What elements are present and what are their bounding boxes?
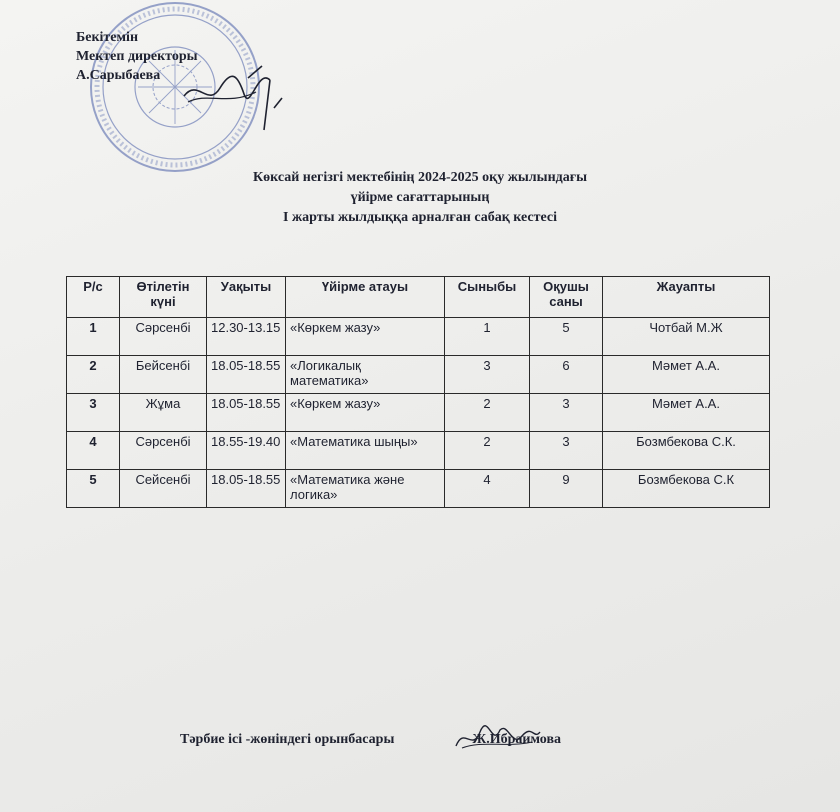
cell-responsible: Бозмбекова С.К.	[603, 432, 770, 470]
cell-grade: 4	[445, 470, 530, 508]
deputy-signature	[452, 718, 542, 758]
title-line-2: үйірме сағаттарының	[350, 190, 490, 205]
title-line-3: І жарты жылдыққа арналған сабақ кестесі	[283, 210, 557, 225]
cell-count: 5	[530, 318, 603, 356]
header-grade: Сыныбы	[445, 277, 530, 318]
approval-line-3: А.Сарыбаева	[76, 68, 161, 83]
cell-responsible: Мәмет А.А.	[603, 394, 770, 432]
header-num: Р/с	[67, 277, 120, 318]
cell-grade: 3	[445, 356, 530, 394]
cell-count: 6	[530, 356, 603, 394]
title-line-1: Көксай негізгі мектебінің 2024-2025 оқу жылындағы	[252, 170, 588, 185]
approval-line-1: Бекітемін	[76, 30, 139, 45]
table-row	[67, 318, 770, 356]
header-responsible: Жауапты	[603, 277, 770, 318]
cell-num: 5	[67, 470, 120, 508]
cell-day: Сәрсенбі	[120, 432, 207, 470]
deputy-role: Тәрбие ісі -жөніндегі орынбасары	[180, 732, 395, 747]
header-day: Өтілетін күні	[120, 277, 207, 318]
header-name: Үйірме атауы	[286, 277, 445, 318]
cell-num: 4	[67, 432, 120, 470]
table-header-row	[67, 277, 770, 318]
table-row	[67, 470, 770, 508]
schedule-table	[66, 276, 770, 508]
table-row	[67, 432, 770, 470]
cell-grade: 2	[445, 432, 530, 470]
cell-responsible: Бозмбекова С.К	[603, 470, 770, 508]
cell-time: 18.05-18.55	[207, 470, 286, 508]
cell-grade: 2	[445, 394, 530, 432]
deputy-name: Ж.Ибраимова	[472, 732, 562, 747]
cell-name: «Логикалық математика»	[286, 356, 445, 394]
cell-time: 18.05-18.55	[207, 394, 286, 432]
cell-time: 18.55-19.40	[207, 432, 286, 470]
cell-day: Сәрсенбі	[120, 318, 207, 356]
cell-time: 18.05-18.55	[207, 356, 286, 394]
cell-time: 12.30-13.15	[207, 318, 286, 356]
cell-count: 9	[530, 470, 603, 508]
document-title	[0, 168, 840, 228]
cell-name: «Көркем жазу»	[286, 394, 445, 432]
cell-day: Сейсенбі	[120, 470, 207, 508]
header-count: Оқушы саны	[530, 277, 603, 318]
cell-count: 3	[530, 432, 603, 470]
cell-name: «Көркем жазу»	[286, 318, 445, 356]
cell-name: «Математика және логика»	[286, 470, 445, 508]
header-time: Уақыты	[207, 277, 286, 318]
cell-num: 3	[67, 394, 120, 432]
approval-line-2: Мектеп директоры	[76, 49, 198, 64]
cell-grade: 1	[445, 318, 530, 356]
cell-count: 3	[530, 394, 603, 432]
director-signature	[178, 58, 288, 138]
cell-num: 1	[67, 318, 120, 356]
cell-name: «Математика шыңы»	[286, 432, 445, 470]
cell-num: 2	[67, 356, 120, 394]
cell-responsible: Чотбай М.Ж	[603, 318, 770, 356]
cell-responsible: Мәмет А.А.	[603, 356, 770, 394]
cell-day: Бейсенбі	[120, 356, 207, 394]
cell-day: Жұма	[120, 394, 207, 432]
table-row	[67, 394, 770, 432]
table-row	[67, 356, 770, 394]
